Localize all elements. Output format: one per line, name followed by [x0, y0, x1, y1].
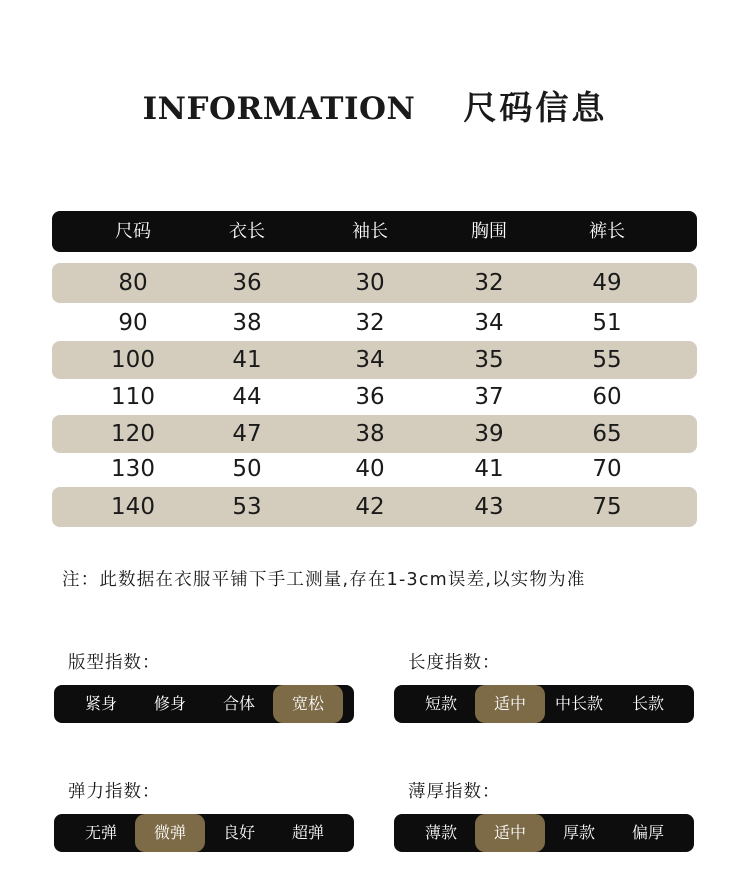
cell-sleeve: 30	[355, 270, 385, 296]
cell-length: 47	[232, 421, 262, 447]
elasticity-index-bar	[54, 814, 354, 852]
cell-pants: 65	[592, 421, 622, 447]
fit-option: 修身	[153, 694, 186, 713]
table-row	[52, 487, 697, 527]
table-row	[52, 415, 697, 453]
size-table-header	[52, 211, 697, 252]
thickness-index-label: 薄厚指数：	[408, 782, 501, 802]
elasticity-option: 超弹	[291, 823, 324, 842]
cell-size: 110	[111, 384, 155, 410]
length-option: 中长款	[554, 694, 603, 713]
fit-option: 合体	[222, 694, 255, 713]
cell-chest: 39	[474, 421, 504, 447]
length-option-selected: 适中	[475, 685, 545, 723]
cell-size: 140	[111, 494, 155, 520]
cell-chest: 41	[474, 456, 504, 482]
cell-sleeve: 40	[355, 456, 385, 482]
title-chinese: 尺码信息	[463, 88, 608, 127]
cell-length: 44	[232, 384, 262, 410]
measurement-note: 注：此数据在衣服平铺下手工测量,存在1-3cm误差,以实物为准	[62, 570, 586, 590]
cell-sleeve: 38	[355, 421, 385, 447]
fit-option-selected: 宽松	[273, 685, 343, 723]
thickness-option-selected: 适中	[475, 814, 545, 852]
fit-index-bar	[54, 685, 354, 723]
header-size: 尺码	[115, 221, 151, 242]
table-row	[52, 305, 697, 341]
table-row	[52, 263, 697, 303]
thickness-option: 薄款	[424, 823, 457, 842]
elasticity-option-selected: 微弹	[135, 814, 205, 852]
cell-size: 90	[118, 310, 148, 336]
title-english: INFORMATION	[142, 91, 416, 127]
cell-chest: 43	[474, 494, 504, 520]
cell-length: 41	[232, 347, 262, 373]
table-row	[52, 341, 697, 379]
fit-option: 紧身	[84, 694, 117, 713]
cell-size: 120	[111, 421, 155, 447]
header-pants: 裤长	[589, 221, 625, 242]
cell-length: 36	[232, 270, 262, 296]
thickness-index-bar	[394, 814, 694, 852]
fit-index-label: 版型指数：	[68, 653, 161, 673]
cell-length: 38	[232, 310, 262, 336]
length-index-bar	[394, 685, 694, 723]
cell-pants: 55	[592, 347, 622, 373]
cell-pants: 51	[592, 310, 622, 336]
cell-pants: 60	[592, 384, 622, 410]
cell-chest: 35	[474, 347, 504, 373]
cell-chest: 37	[474, 384, 504, 410]
thickness-option: 厚款	[562, 823, 595, 842]
header-length: 衣长	[229, 221, 265, 242]
cell-chest: 32	[474, 270, 504, 296]
cell-sleeve: 32	[355, 310, 385, 336]
length-option: 短款	[424, 694, 457, 713]
length-index-label: 长度指数：	[408, 653, 501, 673]
header-chest: 胸围	[471, 221, 507, 242]
elasticity-option: 无弹	[84, 823, 117, 842]
cell-pants: 70	[592, 456, 622, 482]
cell-length: 53	[232, 494, 262, 520]
cell-pants: 75	[592, 494, 622, 520]
cell-length: 50	[232, 456, 262, 482]
cell-chest: 34	[474, 310, 504, 336]
table-row	[52, 452, 697, 486]
table-row	[52, 379, 697, 415]
cell-size: 130	[111, 456, 155, 482]
cell-pants: 49	[592, 270, 622, 296]
cell-sleeve: 36	[355, 384, 385, 410]
elasticity-option: 良好	[222, 823, 255, 842]
length-option: 长款	[631, 694, 664, 713]
elasticity-index-label: 弹力指数：	[68, 782, 161, 802]
cell-size: 100	[111, 347, 155, 373]
thickness-option: 偏厚	[631, 823, 664, 842]
page-title	[0, 82, 750, 129]
cell-sleeve: 34	[355, 347, 385, 373]
cell-size: 80	[118, 270, 148, 296]
cell-sleeve: 42	[355, 494, 385, 520]
header-sleeve: 袖长	[352, 221, 388, 242]
